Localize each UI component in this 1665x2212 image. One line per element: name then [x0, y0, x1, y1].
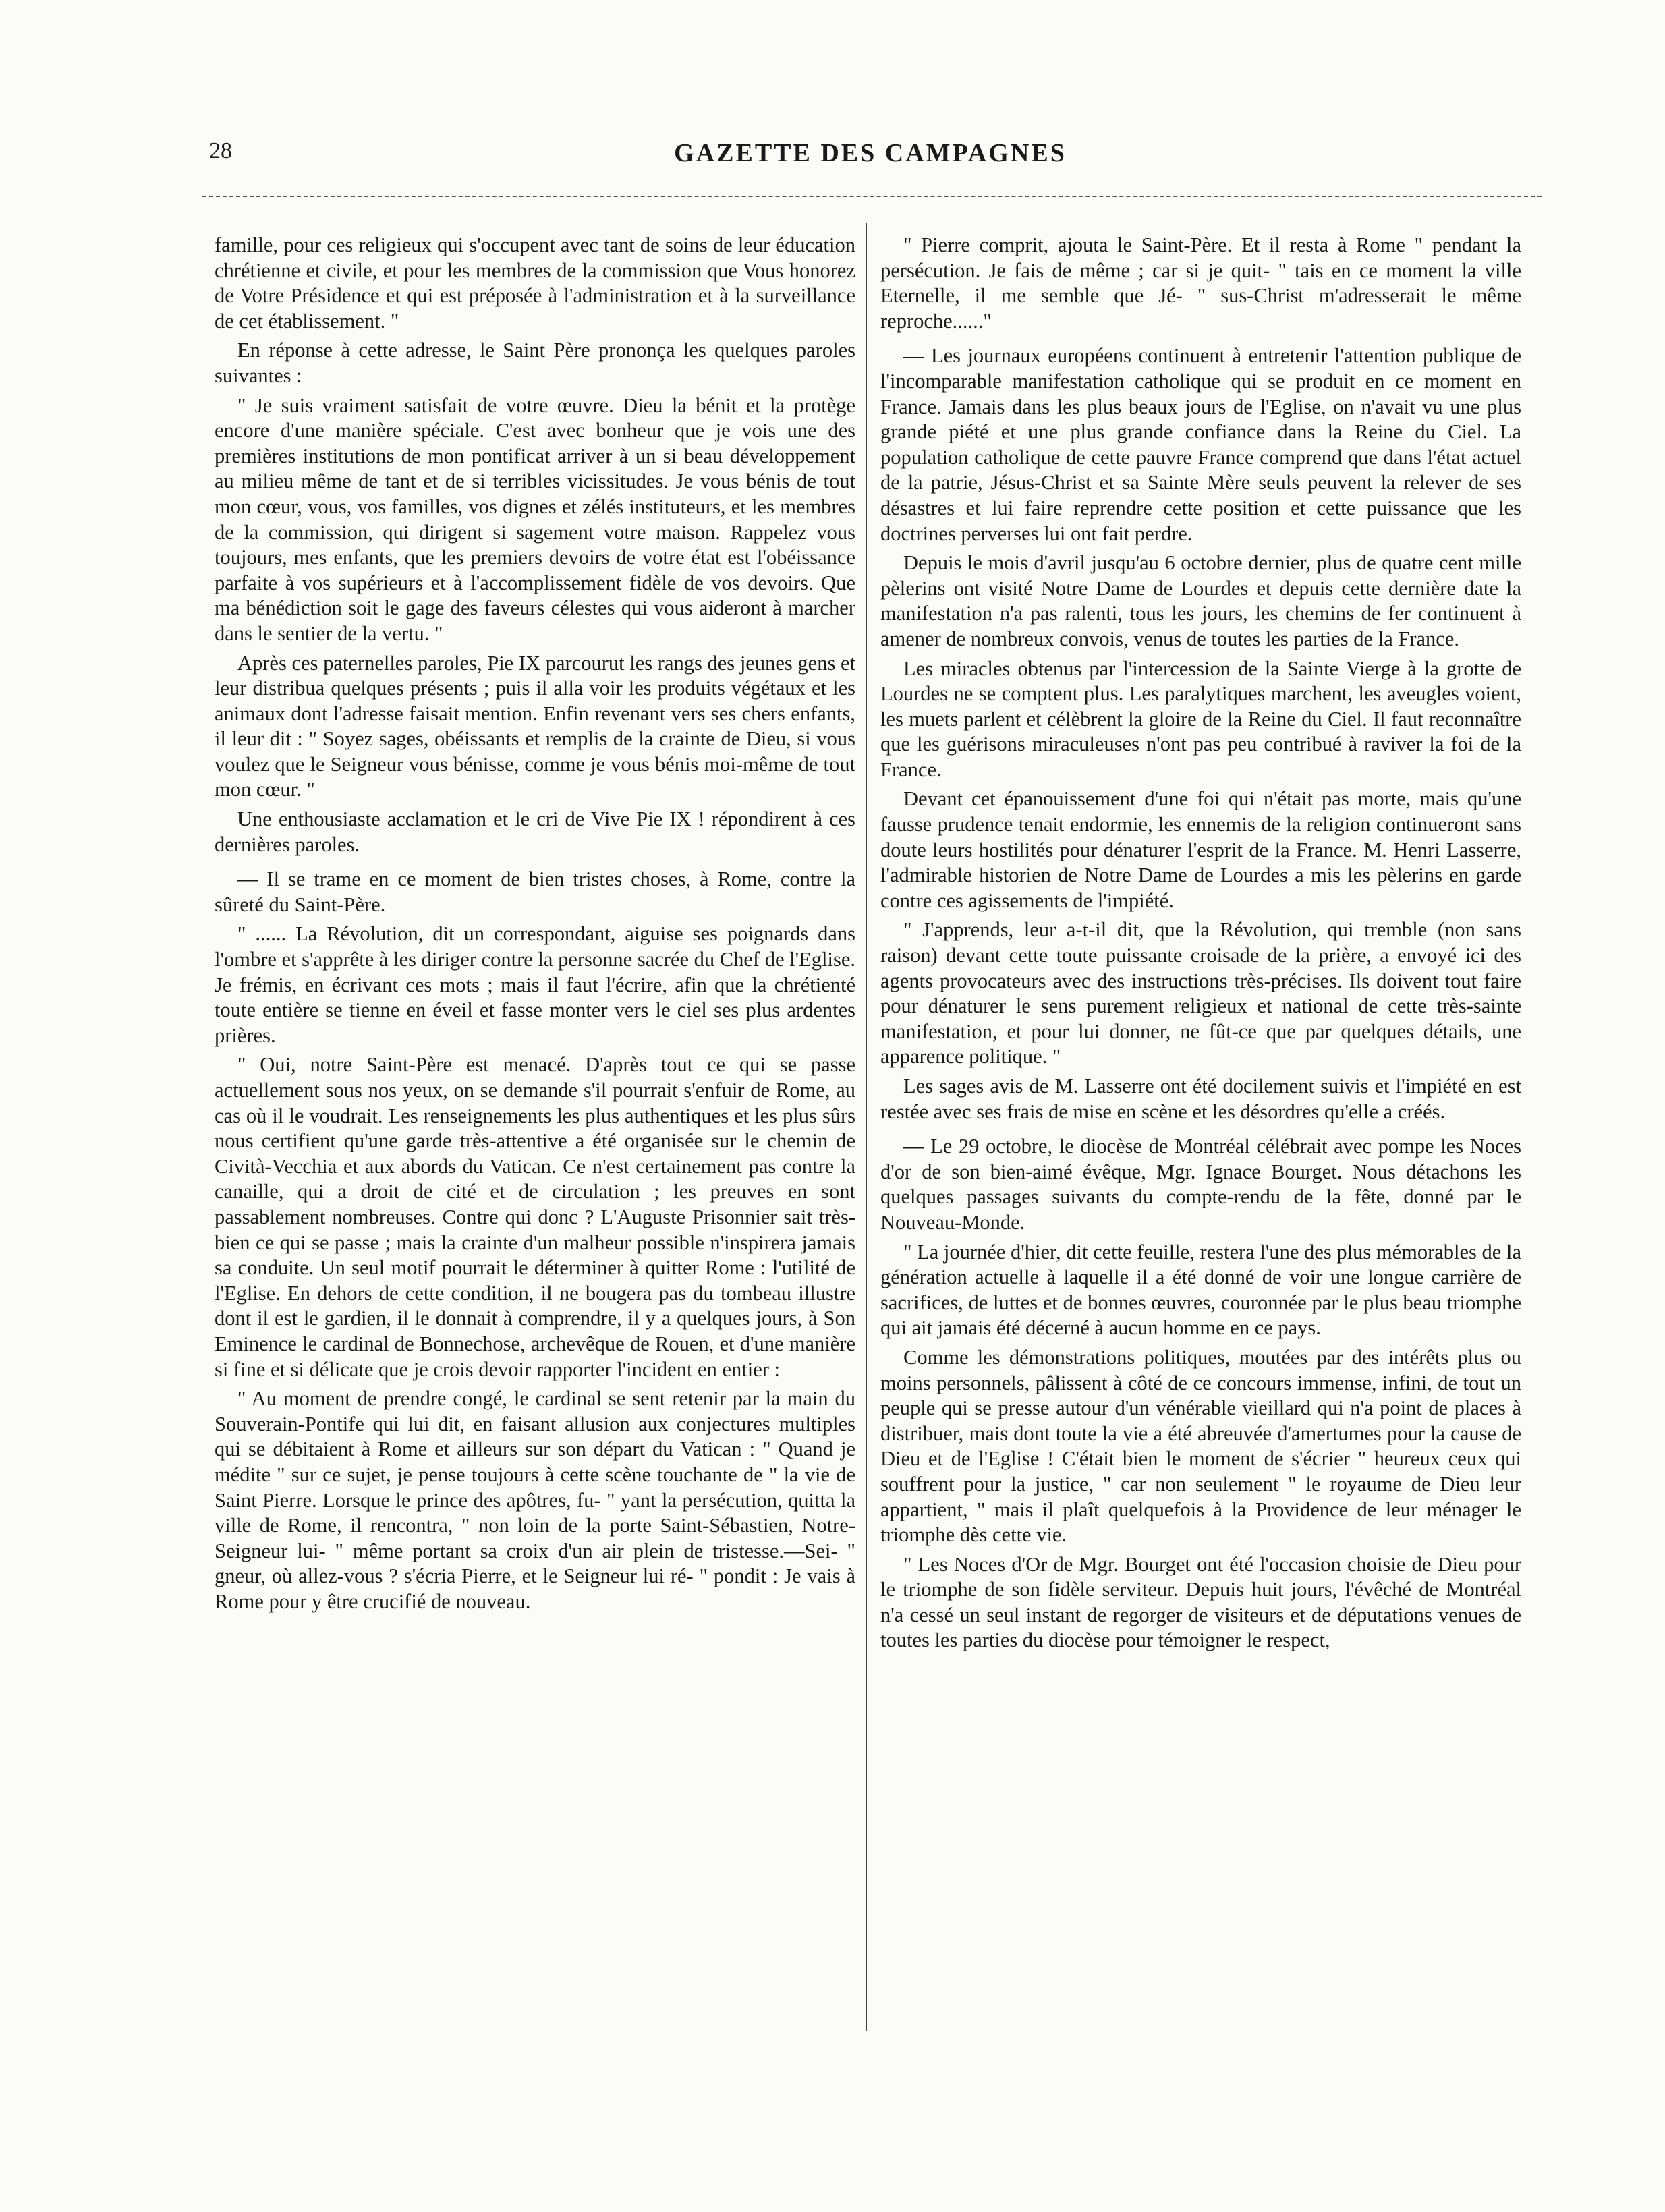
- article-paragraph: Devant cet épanouissement d'une foi qui n'était pas morte, mais qu'une fausse prudence tenait endormie, les ennemis de la religion continueront sans doute leurs hostilités pour dénaturer l'esprit de la France. M. Henri Lasserre, l'admirable historien de Notre Dame de Lourdes a mis les pèlerins en garde contre ces agissements de l'impiété.: [880, 787, 1521, 912]
- article-paragraph: Les sages avis de M. Lasserre ont été docilement suivis et l'impiété en est restée avec ses frais de mise en scène et les désordres qu'elle a créés.: [880, 1075, 1521, 1123]
- article-paragraph: Comme les démonstrations politiques, moutées par des intérêts plus ou moins personnels, pâlissent à côté de ce concours immense, infini, de tout un peuple qui se presse autour d'un vénérable vieillard qui n'a point de places à distribuer, mais dont toute la vie a été abreuvée d'amertumes pour la cause de Dieu et de l'Eglise ! C'était bien le moment de s'écrier " heureux ceux qui souffrent pour la justice, " car non seulement " le royaume de Dieu leur appartient, " mais il plaît quelquefois à la Providence de leur ménager le triomphe dès cette vie.: [880, 1345, 1521, 1547]
- article-paragraph: " Les Noces d'Or de Mgr. Bourget ont été l'occasion choisie de Dieu pour le triomphe de son fidèle serviteur. Depuis huit jours, l'évêché de Montréal n'a cessé un seul instant de regorger de visiteurs et de députations venues de toutes les parties du diocèse pour témoigner le respect,: [880, 1552, 1521, 1652]
- article-paragraph: " Pierre comprit, ajouta le Saint-Père. Et il resta à Rome " pendant la persécution. Je fais de même ; car si je quit- " tais en ce moment la ville Eternelle, il me semble que Jé- " sus-Christ m'adresserait le même reproche......": [880, 233, 1521, 333]
- newspaper-title: GAZETTE DES CAMPAGNES: [674, 139, 1067, 167]
- article-paragraph: " Au moment de prendre congé, le cardinal se sent retenir par la main du Souverain-Pontife qui lui dit, en faisant allusion aux conjectures multiples qui se débitaient à Rome et ailleurs sur son départ du Vatican : " Quand je médite " sur ce sujet, je pense toujours à cette scène touchante de " la vie de Saint Pierre. Lorsque le prince des apôtres, fu- " yant la persécution, quitta la ville de Rome, il rencontra, " non loin de la porte Saint-Sébastien, Notre-Seigneur lui- " même portant sa croix d'un air plein de tristesse.—Sei- " gneur, où allez-vous ? s'écria Pierre, et le Seigneur lui ré- " pondit : Je vais à Rome pour y être crucifié de nouveau.: [215, 1387, 855, 1613]
- right-column: [880, 233, 1521, 2020]
- page-header: [202, 132, 1538, 172]
- article-paragraph: Les miracles obtenus par l'intercession de la Sainte Vierge à la grotte de Lourdes ne se comptent plus. Les paralytiques marchent, les aveugles voient, les muets parlent et célèbrent la gloire de la Reine du Ciel. Il faut reconnaître que les guérisons miraculeuses n'ont pas peu contribué à raviver la foi de la France.: [880, 656, 1521, 781]
- column-divider: [866, 223, 867, 2031]
- left-column: [215, 233, 855, 2020]
- article-paragraph: — Il se trame en ce moment de bien tristes choses, à Rome, contre la sûreté du Saint-Père.: [215, 868, 855, 916]
- article-paragraph: Après ces paternelles paroles, Pie IX parcourut les rangs des jeunes gens et leur distribua quelques présents ; puis il alla voir les produits végétaux et les animaux dont l'adresse faisait mention. Enfin revenant vers ses chers enfants, il leur dit : " Soyez sages, obéissants et remplis de la crainte de Dieu, si vous voulez que le Seigneur vous bénisse, comme je vous bénis moi-même de tout mon cœur. ": [215, 651, 855, 801]
- article-paragraph: " ...... La Révolution, dit un correspondant, aiguise ses poignards dans l'ombre et s'apprête à les diriger contre la personne sacrée du Chef de l'Eglise. Je frémis, en écrivant ces mots ; mais il faut l'écrire, afin que la chrétienté toute entière se tienne en éveil et fasse monter vers le ciel ses plus ardentes prières.: [215, 922, 855, 1047]
- article-paragraph: famille, pour ces religieux qui s'occupent avec tant de soins de leur éducation chrétienne et civile, et pour les membres de la commission que Vous honorez de Votre Présidence et qui est préposée à l'administration et à la surveillance de cet établissement. ": [215, 233, 855, 333]
- article-paragraph: " La journée d'hier, dit cette feuille, restera l'une des plus mémorables de la génération actuelle à laquelle il a été donné de voir une longue carrière de sacrifices, de luttes et de bonnes œuvres, couronnée par le plus beau triomphe qui ait jamais été décerné à aucun homme en ce pays.: [880, 1240, 1521, 1340]
- header-rule: [202, 196, 1542, 197]
- article-paragraph: " Oui, notre Saint-Père est menacé. D'après tout ce qui se passe actuellement sous nos yeux, on se demande s'il pourrait s'enfuir de Rome, au cas où il le voudrait. Les renseignements les plus authentiques et les plus sûrs nous certifient qu'une garde très-attentive a été organisée sur le chemin de Cività-Vecchia et aux abords du Vatican. Ce n'est certainement pas contre la canaille, qui a droit de cité et de circulation ; les preuves en sont passablement nombreuses. Contre qui donc ? L'Auguste Prisonnier sait très-bien ce qui se passe ; mais la crainte d'un malheur possible n'inspirera jamais sa conduite. Un seul motif pourrait le déterminer à quitter Rome : l'utilité de l'Eglise. En dehors de cette condition, il ne bougera pas du tombeau illustre dont il est le gardien, il le donnait à comprendre, il y a quelques jours, à Son Eminence le cardinal de Bonnechose, archevêque de Rouen, et d'une manière si fine et si délicate que je crois devoir rapporter l'incident en entier :: [215, 1053, 855, 1381]
- article-paragraph: " J'apprends, leur a-t-il dit, que la Révolution, qui tremble (non sans raison) devant cette toute puissante croisade de la prière, a envoyé ici des agents provocateurs avec des instructions très-précises. Ils doivent tout faire pour dénaturer le sens purement religieux et national de cette très-sainte manifestation, et pour lui donner, ne fût-ce que par quelques détails, une apparence politique. ": [880, 918, 1521, 1069]
- article-paragraph: En réponse à cette adresse, le Saint Père prononça les quelques paroles suivantes :: [215, 339, 855, 387]
- article-paragraph: Une enthousiaste acclamation et le cri de Vive Pie IX ! répondirent à ces dernières paroles.: [215, 807, 855, 856]
- article-paragraph: Depuis le mois d'avril jusqu'au 6 octobre dernier, plus de quatre cent mille pèlerins ont visité Notre Dame de Lourdes et depuis cette dernière date la manifestation n'a pas ralenti, tous les jours, les chemins de fer continuent à amener de nombreux convois, venus de toutes les parties de la France.: [880, 551, 1521, 650]
- article-paragraph: " Je suis vraiment satisfait de votre œuvre. Dieu la bénit et la protège encore d'une manière spéciale. C'est avec bonheur que je vois une des premières institutions de mon pontificat arriver à un si beau développement au milieu même de tant et de si terribles vicissitudes. Je vous bénis de tout mon cœur, vous, vos familles, vos dignes et zélés instituteurs, et les membres de la commission, qui dirigent si sagement votre maison. Rappelez vous toujours, mes enfants, que les premiers devoirs de votre état est l'obéissance parfaite à vos supérieurs et à l'accomplissement fidèle de vos devoirs. Que ma bénédiction soit le gage des faveurs célestes qui vous aideront à marcher dans le sentier de la vertu. ": [215, 393, 855, 645]
- article-paragraph: — Les journaux européens continuent à entretenir l'attention publique de l'incomparable manifestation catholique qui se produit en ce moment en France. Jamais dans les plus beaux jours de l'Eglise, on n'avait vu une plus grande piété et une plus grande confiance dans la Reine du Ciel. La population catholique de cette pauvre France comprend que dans l'état actuel de la patrie, Jésus-Christ et sa Sainte Mère seuls peuvent la relever de ses désastres et lui faire reprendre cette position et cette puissance que les doctrines perverses lui ont fait perdre.: [880, 344, 1521, 545]
- page-number: 28: [209, 138, 232, 163]
- article-paragraph: — Le 29 octobre, le diocèse de Montréal célébrait avec pompe les Noces d'or de son bien-aimé évêque, Mgr. Ignace Bourget. Nous détachons les quelques passages suivants du compte-rendu de la fête, donné par le Nouveau-Monde.: [880, 1135, 1521, 1234]
